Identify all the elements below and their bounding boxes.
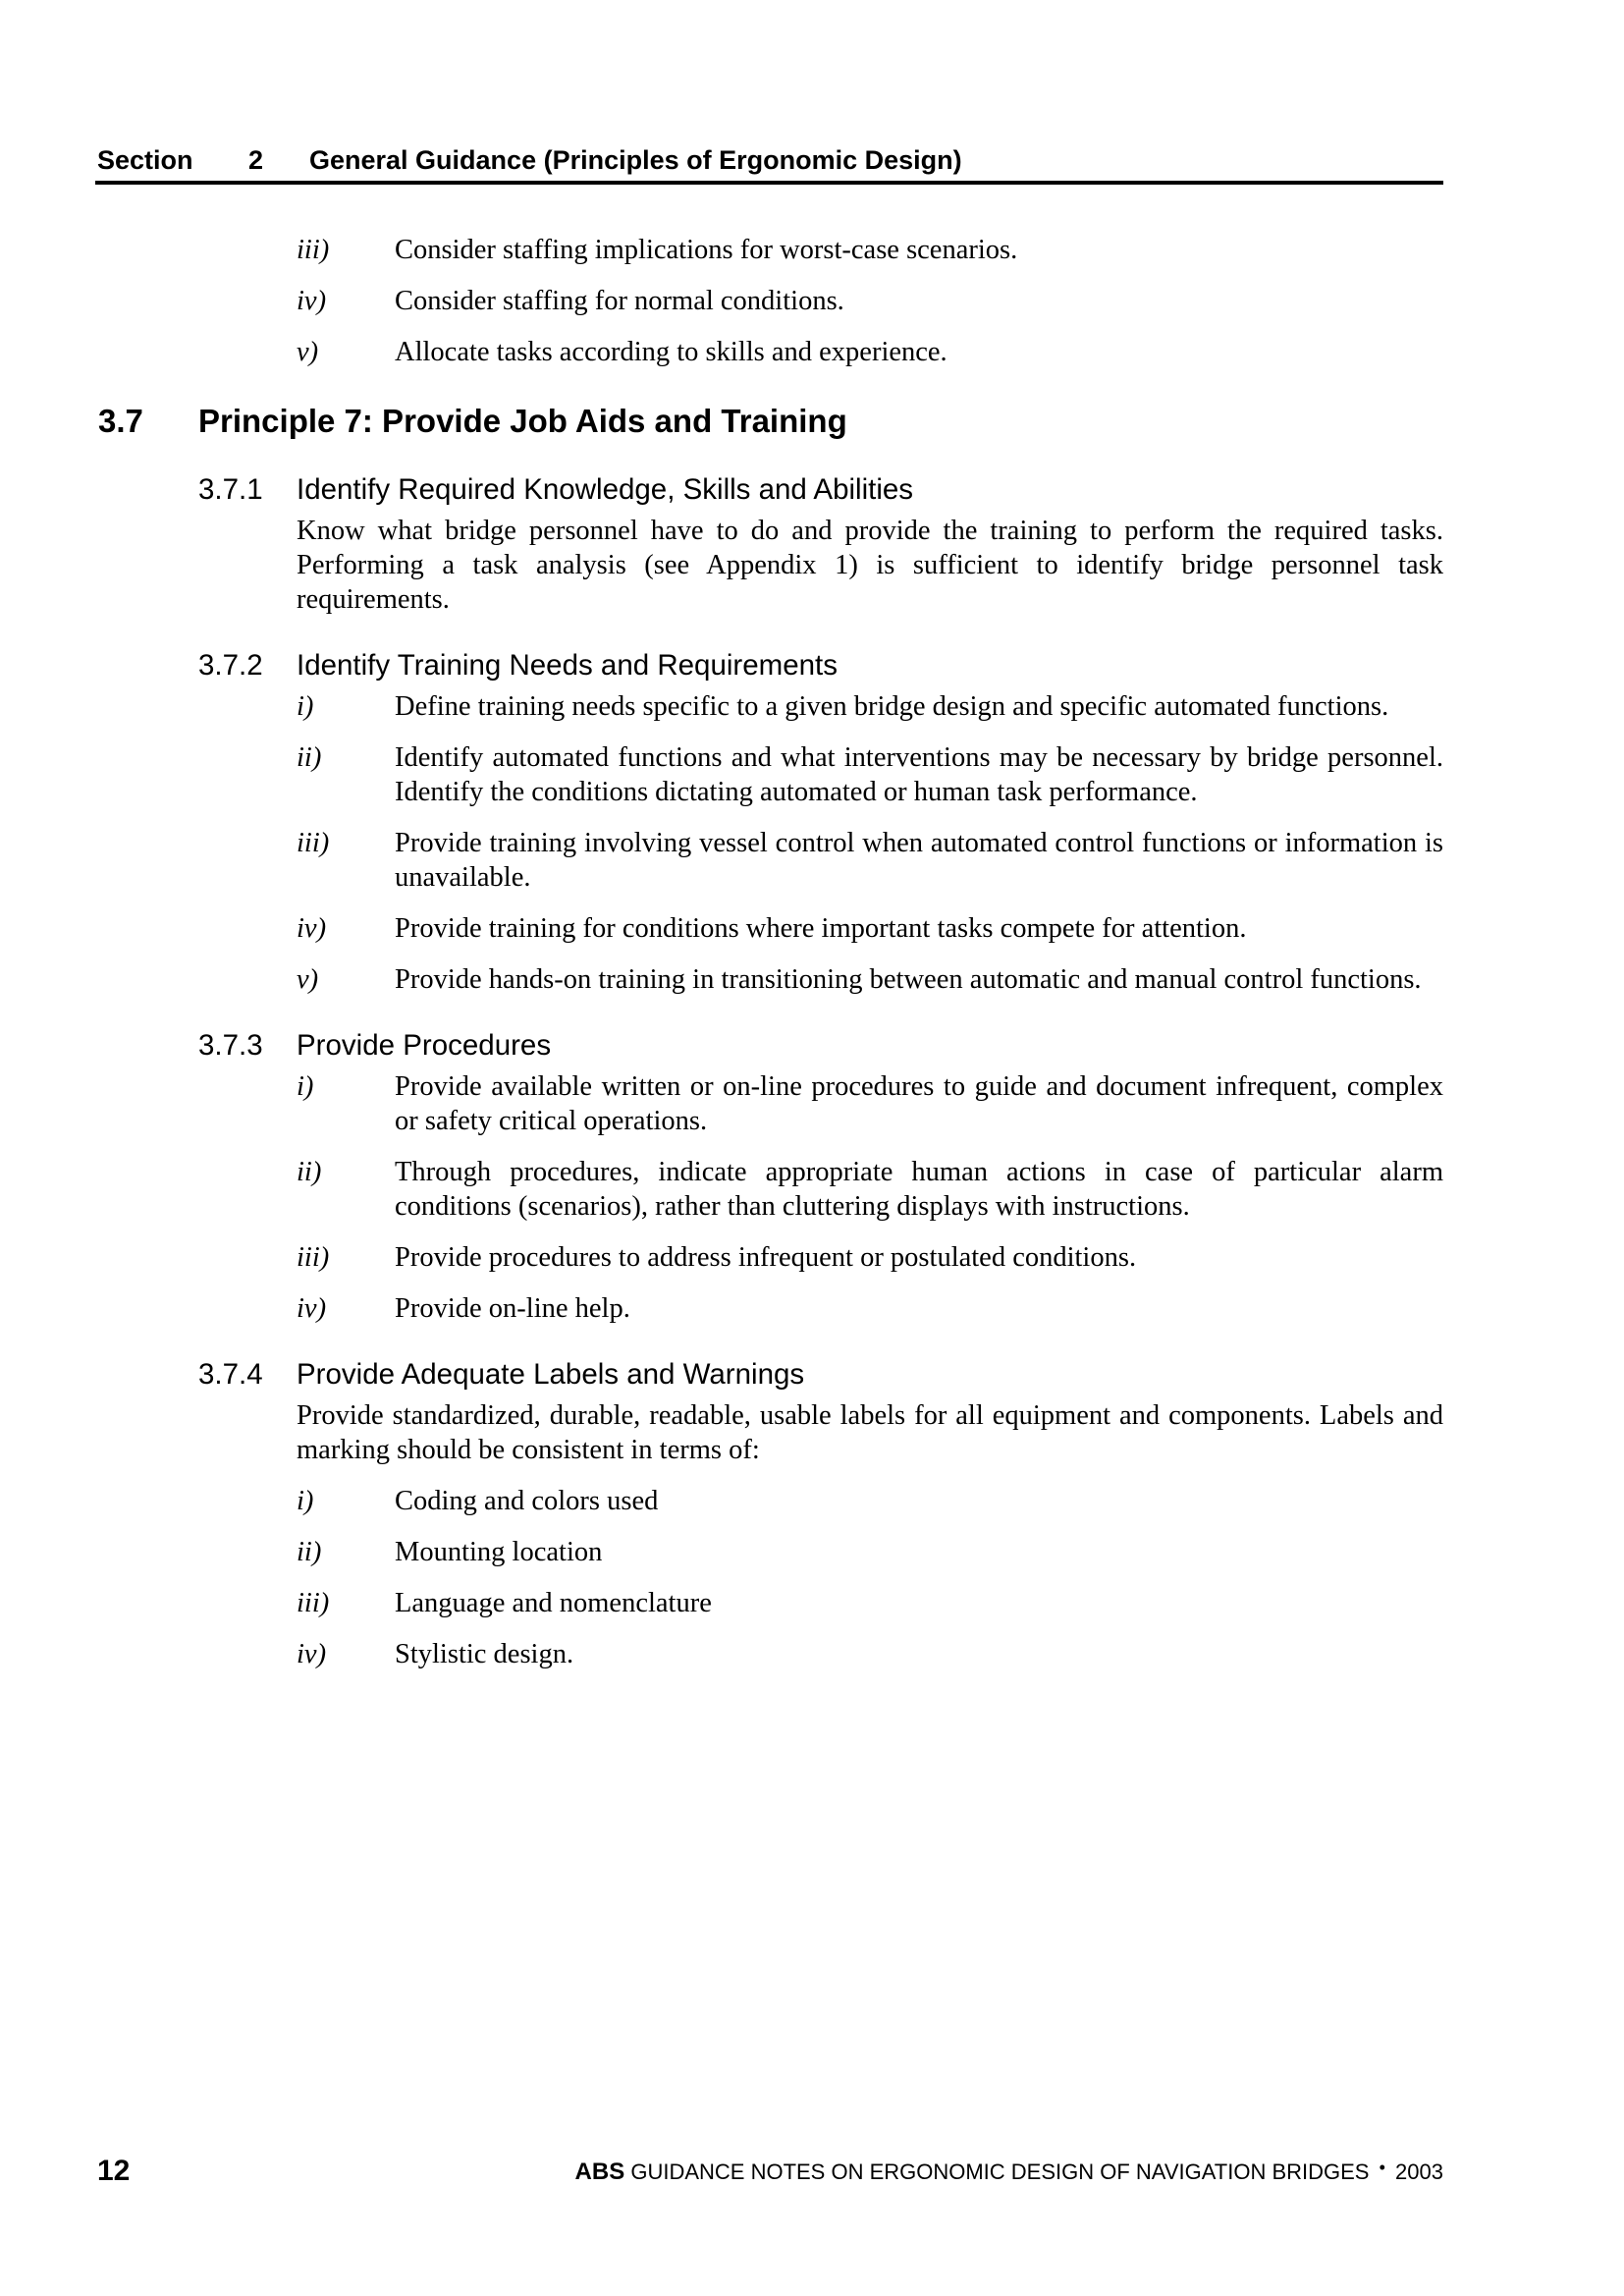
list-text: Through procedures, indicate appropriate human actions in case of particular alarm conditions (scenarios), rather than cluttering displays with instructions. <box>395 1157 1443 1222</box>
list-item <box>95 1069 1443 1138</box>
list-item <box>95 689 1443 724</box>
list-text: Consider staffing for normal conditions. <box>395 286 844 316</box>
abs-brand-text: ABS <box>574 2159 625 2185</box>
section-heading <box>95 402 1443 441</box>
footer-separator: • <box>1379 2158 1385 2177</box>
list-item <box>95 1586 1443 1620</box>
header-section-number: 2 <box>248 145 264 175</box>
list-item <box>95 826 1443 895</box>
list-text: Stylistic design. <box>395 1639 574 1669</box>
list-marker: iii) <box>297 1242 330 1273</box>
subsection-paragraph: Know what bridge personnel have to do and provide the training to perform the required tasks. Performing a task analysis (see Appendix 1) is sufficient to identify bridge personnel task requirements. <box>297 516 1443 615</box>
subsection-heading <box>95 648 1443 683</box>
list-marker: iv) <box>297 1639 327 1669</box>
subsection-title: Provide Procedures <box>297 1029 552 1062</box>
list-item <box>95 962 1443 997</box>
list-item <box>95 1291 1443 1326</box>
footer-publication <box>575 2158 1443 2188</box>
list-marker: v) <box>297 337 319 367</box>
list-text: Language and nomenclature <box>395 1588 712 1618</box>
publication-year: 2003 <box>1395 2159 1443 2184</box>
subsection-heading <box>95 472 1443 508</box>
running-header <box>95 143 1443 185</box>
subsection-number: 3.7.3 <box>198 1029 263 1062</box>
page-body <box>95 233 1443 1688</box>
page-footer <box>95 2154 1443 2193</box>
list-item <box>95 740 1443 809</box>
list-item <box>95 335 1443 369</box>
list-marker: iii) <box>297 235 330 265</box>
subsection-number: 3.7.2 <box>198 649 263 682</box>
list-text: Identify automated functions and what interventions may be necessary by bridge personnel. Identify the conditions dictating automated or human task performance. <box>395 742 1443 807</box>
list-marker: iv) <box>297 913 327 944</box>
list-marker: i) <box>297 1071 314 1102</box>
list-text: Provide procedures to address infrequent or postulated conditions. <box>395 1242 1137 1273</box>
page-number: 12 <box>97 2155 131 2187</box>
subsection-paragraph: Provide standardized, durable, readable, usable labels for all equipment and components. Labels and marking should be consistent in terms of: <box>297 1400 1443 1465</box>
section-title: Principle 7: Provide Job Aids and Training <box>198 403 847 439</box>
subsection-title: Identify Training Needs and Requirements <box>297 649 838 682</box>
list-marker: iv) <box>297 286 327 316</box>
list-text: Consider staffing implications for worst-case scenarios. <box>395 235 1018 265</box>
subsection-heading <box>95 1028 1443 1064</box>
subsection-3-7-3 <box>95 1028 1443 1326</box>
subsection-3-7-1 <box>95 472 1443 617</box>
list-marker: iii) <box>297 828 330 858</box>
list-text: Mounting location <box>395 1537 603 1567</box>
list-marker: ii) <box>297 1537 322 1567</box>
header-section-title: General Guidance (Principles of Ergonomic Design) <box>309 145 962 175</box>
subsection-heading <box>95 1357 1443 1393</box>
list-item <box>95 284 1443 318</box>
subsection-title: Provide Adequate Labels and Warnings <box>297 1358 805 1391</box>
subsection-title: Identify Required Knowledge, Skills and Abilities <box>297 473 914 506</box>
list-item <box>95 1637 1443 1671</box>
subsection-3-7-4 <box>95 1357 1443 1671</box>
list-text: Provide hands-on training in transitioning between automatic and manual control functions. <box>395 964 1422 995</box>
list-marker: v) <box>297 964 319 995</box>
list-marker: iii) <box>297 1588 330 1618</box>
list-item <box>95 1155 1443 1224</box>
list-item <box>95 1535 1443 1569</box>
subsection-3-7-2 <box>95 648 1443 997</box>
subsection-list <box>95 1069 1443 1326</box>
list-text: Provide training involving vessel control when automated control functions or information is unavailable. <box>395 828 1443 893</box>
list-text: Provide training for conditions where important tasks compete for attention. <box>395 913 1247 944</box>
header-section-label: Section <box>97 145 193 175</box>
list-item <box>95 233 1443 267</box>
list-marker: iv) <box>297 1293 327 1324</box>
subsection-number: 3.7.4 <box>198 1358 263 1391</box>
list-item <box>95 1484 1443 1518</box>
intro-list <box>95 233 1443 369</box>
list-text: Coding and colors used <box>395 1486 659 1516</box>
list-text: Provide available written or on-line procedures to guide and document infrequent, complex or safety critical operations. <box>395 1071 1443 1136</box>
list-item <box>95 911 1443 946</box>
list-marker: i) <box>297 691 314 722</box>
subsection-number: 3.7.1 <box>198 473 263 506</box>
list-text: Allocate tasks according to skills and experience. <box>395 337 947 367</box>
list-text: Provide on-line help. <box>395 1293 630 1324</box>
section-number: 3.7 <box>98 403 143 439</box>
publication-title: GUIDANCE NOTES ON ERGONOMIC DESIGN OF NAVIGATION BRIDGES <box>630 2159 1370 2184</box>
list-text: Define training needs specific to a given bridge design and specific automated functions. <box>395 691 1389 722</box>
list-marker: ii) <box>297 742 322 773</box>
list-marker: ii) <box>297 1157 322 1187</box>
list-item <box>95 1240 1443 1275</box>
subsection-list <box>95 689 1443 997</box>
subsection-list <box>95 1484 1443 1671</box>
list-marker: i) <box>297 1486 314 1516</box>
